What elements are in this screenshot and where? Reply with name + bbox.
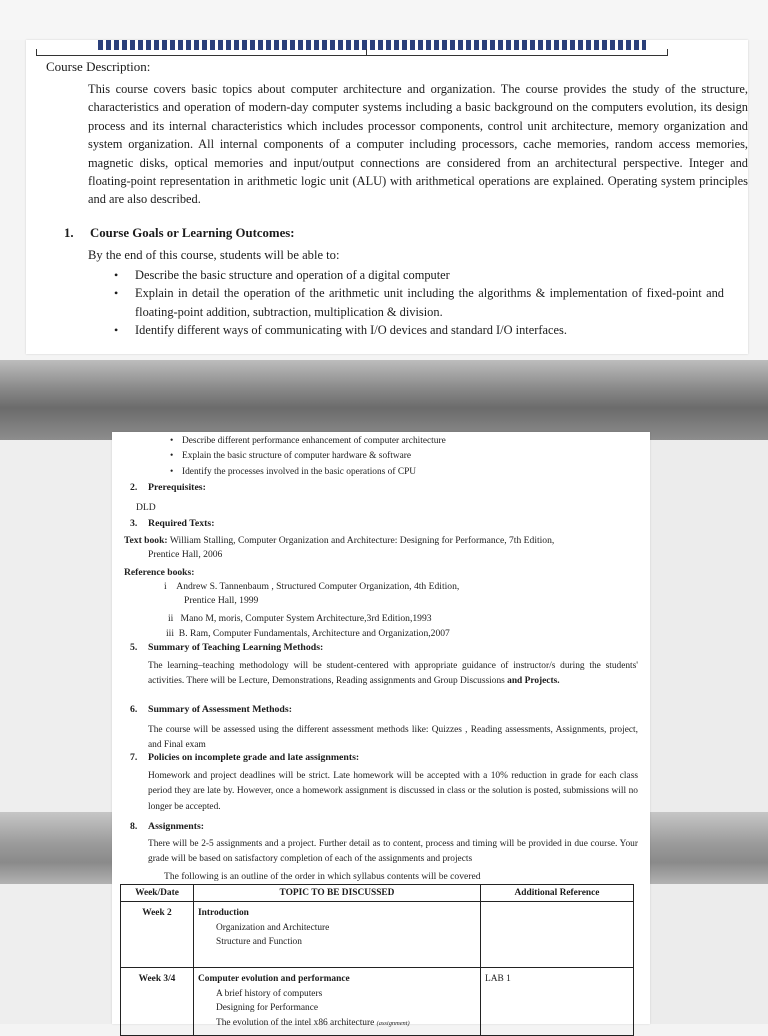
list-item: • Identify different ways of communicating with I/O devices and standard I/O interfaces. — [114, 321, 724, 339]
assignments-text: There will be 2-5 assignments and a project. Further detail as to content, process and timing will be provided in due course. Your grade will be based on satisfactory completion of each of the assignments and projects — [148, 839, 638, 865]
outcomes-list — [114, 266, 724, 340]
textbook-line: Text book: William Stalling, Computer Organization and Architecture: Designing for Performance, 7th Edition, — [124, 535, 555, 546]
goals-heading — [64, 226, 295, 241]
reference-item-2: ii Mano M, moris, Computer System Architecture,3rd Edition,1993 — [168, 613, 432, 624]
header-rule — [36, 55, 668, 56]
topic-cell: Introduction Organization and Architecture Structure and Function — [194, 902, 481, 968]
bullet: • — [170, 466, 174, 477]
reference-item-3: iii B. Ram, Computer Fundamentals, Architecture and Organization,2007 — [166, 628, 450, 639]
reference-item-1-line2: Prentice Hall, 1999 — [184, 595, 259, 606]
list-item: • Describe different performance enhancement of computer architecture — [152, 434, 446, 449]
topic-cell: Computer evolution and performance A brief history of computers Designing for Performance The evolution of the intel x86 architecture (assignment) — [194, 968, 481, 1036]
bullet: • — [114, 268, 119, 282]
list-item: • Identify the processes involved in the basic operations of CPU — [152, 465, 446, 480]
column-header-topic: TOPIC TO BE DISCUSSED — [194, 885, 481, 902]
reference-cell — [481, 902, 634, 968]
header-rule-tick — [667, 49, 668, 56]
required-texts-heading: 3. Required Texts: — [130, 518, 215, 529]
bullet: • — [114, 323, 119, 338]
header-rule-tick — [36, 49, 37, 56]
policies-text: Homework and project deadlines will be strict. Late homework will be accepted with a 10% reduction in grade for each class period they are late by. However, once a homework assignment is discussed in class or the solution is posted, submissions will no longer be accepted. — [148, 771, 638, 812]
section-number: 1. — [64, 226, 74, 240]
reference-cell: LAB 1 — [481, 968, 634, 1036]
textbook-publisher: Prentice Hall, 2006 — [148, 549, 223, 560]
teaching-methods-heading: 5. Summary of Teaching Learning Methods: — [130, 642, 324, 653]
prerequisites-heading: 2. Prerequisites: — [130, 482, 206, 493]
table-header-row — [121, 885, 634, 902]
goals-title: Course Goals or Learning Outcomes: — [90, 226, 295, 240]
outline-intro: The following is an outline of the order in which syllabus contents will be covered — [164, 871, 481, 882]
bullet: • — [170, 451, 174, 462]
column-header-reference: Additional Reference — [481, 885, 634, 902]
bullet: • — [114, 286, 119, 301]
right-margin — [650, 440, 768, 1024]
header-rule-tick — [366, 49, 367, 56]
policies-heading: 7. Policies on incomplete grade and late assignments: — [130, 752, 360, 763]
course-description-text: This course covers basic topics about computer architecture and organization. The course provides the study of the structure, characteristics and operation of modern-day computer systems including a basic background on the computers evolution, its design process and its internal characteristics which includes processor components, control unit architecture, memory organization and system organization. All internal components of a computer including processors, cache memories, random access memories, magnetic disks, optical memories and input/output connections are considered from an architectural perspective. Integer and floating-point representation in arithmetic logic unit (ALU) with arithmetical operations are explained. Operating system principles and are also described. — [88, 82, 748, 207]
reference-item-1: i Andrew S. Tannenbaum , Structured Computer Organization, 4th Edition, — [164, 581, 460, 592]
list-item: • Describe the basic structure and operation of a digital computer — [114, 266, 724, 284]
table-row — [121, 968, 634, 1036]
prerequisites-value: DLD — [136, 502, 156, 513]
column-header-week: Week/Date — [121, 885, 194, 902]
top-margin — [0, 0, 768, 40]
assessment-methods-text: The course will be assessed using the different assessment methods like: Quizzes , Reading assessments, Assignments, project, and Final exam — [148, 725, 638, 751]
week-cell: Week 2 — [121, 902, 194, 968]
week-cell: Week 3/4 — [121, 968, 194, 1036]
header-dash-line — [98, 40, 646, 50]
left-margin — [0, 440, 112, 1024]
assignments-heading: 8. Assignments: — [130, 821, 205, 832]
course-description-heading: Course Description: — [46, 59, 151, 74]
document-page-1 — [26, 40, 748, 354]
document-page-2 — [112, 432, 650, 1028]
list-item: • Explain the basic structure of computer hardware & software — [152, 449, 446, 464]
goals-intro: By the end of this course, students will be able to: — [88, 248, 340, 262]
bullet: • — [170, 436, 174, 446]
assessment-methods-heading: 6. Summary of Assessment Methods: — [130, 704, 292, 715]
syllabus-table — [120, 884, 634, 1036]
table-row — [121, 902, 634, 968]
outcomes-list-continued — [152, 434, 446, 480]
teaching-methods-text: The learning–teaching methodology will be student-centered with appropriate guidance of instructor/s during the students' activities. There will be Lecture, Demonstrations, Reading assignments and Group Discussions and Projects. — [148, 661, 638, 687]
reference-books-label: Reference books: — [124, 567, 195, 578]
list-item: • Explain in detail the operation of the arithmetic unit including the algorithms & implementation of fixed-point and floating-point addition, subtraction, multiplication & division. — [114, 286, 724, 319]
page-separator — [0, 360, 768, 440]
